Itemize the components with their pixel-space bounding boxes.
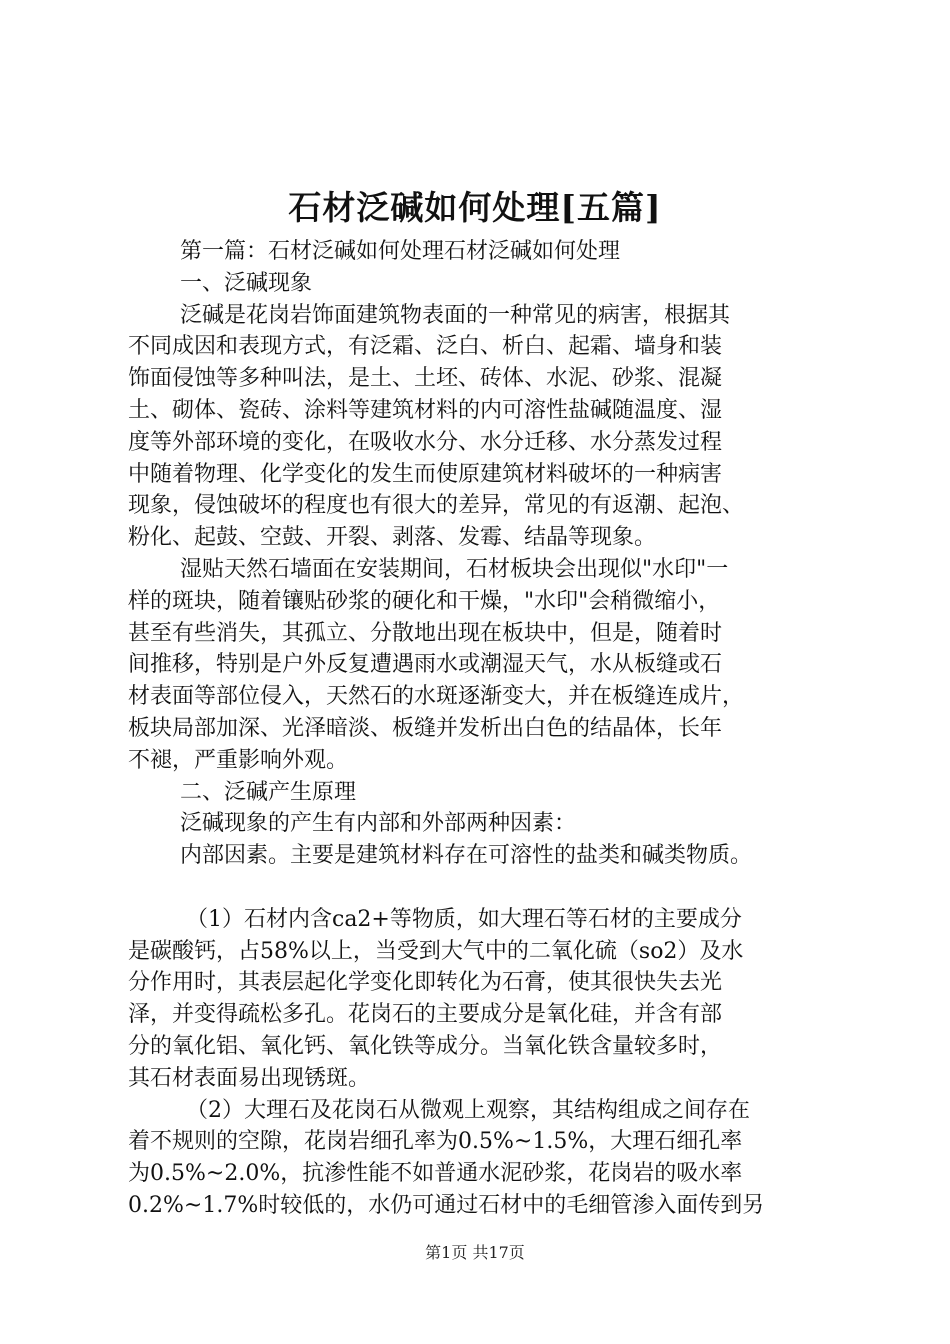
paragraph-line: 泛碱现象的产生有内部和外部两种因素： <box>180 811 577 837</box>
paragraph-line: 分作用时，其表层起化学变化即转化为石膏，使其很快失去光 <box>128 970 723 996</box>
document-title: 石材泛碱如何处理[五篇] <box>288 188 662 227</box>
paragraph-line: （2）大理石及花岗石从微观上观察，其结构组成之间存在 <box>186 1097 750 1123</box>
paragraph-line: 板块局部加深、光泽暗淡、板缝并发析出白色的结晶体，长年 <box>128 715 723 741</box>
paragraph-line: 分的氧化铝、氧化钙、氧化铁等成分。当氧化铁含量较多时， <box>128 1033 723 1059</box>
paragraph-line: 不褪，严重影响外观。 <box>128 747 349 773</box>
paragraph-line: 土、砌体、瓷砖、涂料等建筑材料的内可溶性盐碱随温度、湿 <box>128 397 723 423</box>
paragraph-line: 甚至有些消失，其孤立、分散地出现在板块中，但是，随着时 <box>128 620 723 646</box>
paragraph-line: （1）石材内含ca2+等物质，如大理石等石材的主要成分 <box>186 906 742 932</box>
page-footer: 第1页 共17页 <box>425 1243 525 1262</box>
document-body <box>128 236 828 1222</box>
paragraph-line: 饰面侵蚀等多种叫法，是土、土坯、砖体、水泥、砂浆、混凝 <box>128 366 723 392</box>
paragraph-line: 粉化、起鼓、空鼓、开裂、剥落、发霉、结晶等现象。 <box>128 525 657 551</box>
blank-line <box>128 872 828 904</box>
paragraph-line: 0.2%~1.7%时较低的，水仍可通过石材中的毛细管渗入面传到另 <box>128 1192 765 1218</box>
paragraph-line: 间推移，特别是户外反复遭遇雨水或潮湿天气，水从板缝或石 <box>128 652 723 678</box>
paragraph-line: 其石材表面易出现锈斑。 <box>128 1065 371 1091</box>
paragraph-line: 湿贴天然石墙面在安装期间，石材板块会出现似"水印"一 <box>180 556 729 582</box>
paragraph-line: 泛碱是花岗岩饰面建筑物表面的一种常见的病害，根据其 <box>180 302 731 328</box>
paragraph-line: 度等外部环境的变化，在吸收水分、水分迁移、水分蒸发过程 <box>128 429 723 455</box>
paragraph-line: 着不规则的空隙，花岗岩细孔率为0.5%~1.5%，大理石细孔率 <box>128 1129 743 1155</box>
paragraph-line: 材表面等部位侵入，天然石的水斑逐渐变大，并在板缝连成片， <box>128 684 745 710</box>
paragraph-line: 内部因素。主要是建筑材料存在可溶性的盐类和碱类物质。 <box>180 843 753 869</box>
paragraph-line: 是碳酸钙，占58%以上，当受到大气中的二氧化硫（so2）及水 <box>128 938 744 964</box>
paragraph-line: 不同成因和表现方式，有泛霜、泛白、析白、起霜、墙身和装 <box>128 334 723 360</box>
paragraph-line: 泽，并变得疏松多孔。花岗石的主要成分是氧化硅，并含有部 <box>128 1002 723 1028</box>
paragraph-line: 现象，侵蚀破坏的程度也有很大的差异，常见的有返潮、起泡、 <box>128 493 745 519</box>
paragraph-line: 为0.5%~2.0%，抗渗性能不如普通水泥砂浆，花岗岩的吸水率 <box>128 1161 743 1187</box>
subsection-heading: 二、泛碱产生原理 <box>180 779 357 805</box>
paragraph-line: 中随着物理、化学变化的发生而使原建筑材料破坏的一种病害 <box>128 461 723 487</box>
subsection-heading: 一、泛碱现象 <box>180 270 313 296</box>
paragraph-line: 样的斑块，随着镶贴砂浆的硬化和干燥，"水印"会稍微缩小， <box>128 588 721 614</box>
section-heading: 第一篇：石材泛碱如何处理石材泛碱如何处理 <box>180 239 621 264</box>
